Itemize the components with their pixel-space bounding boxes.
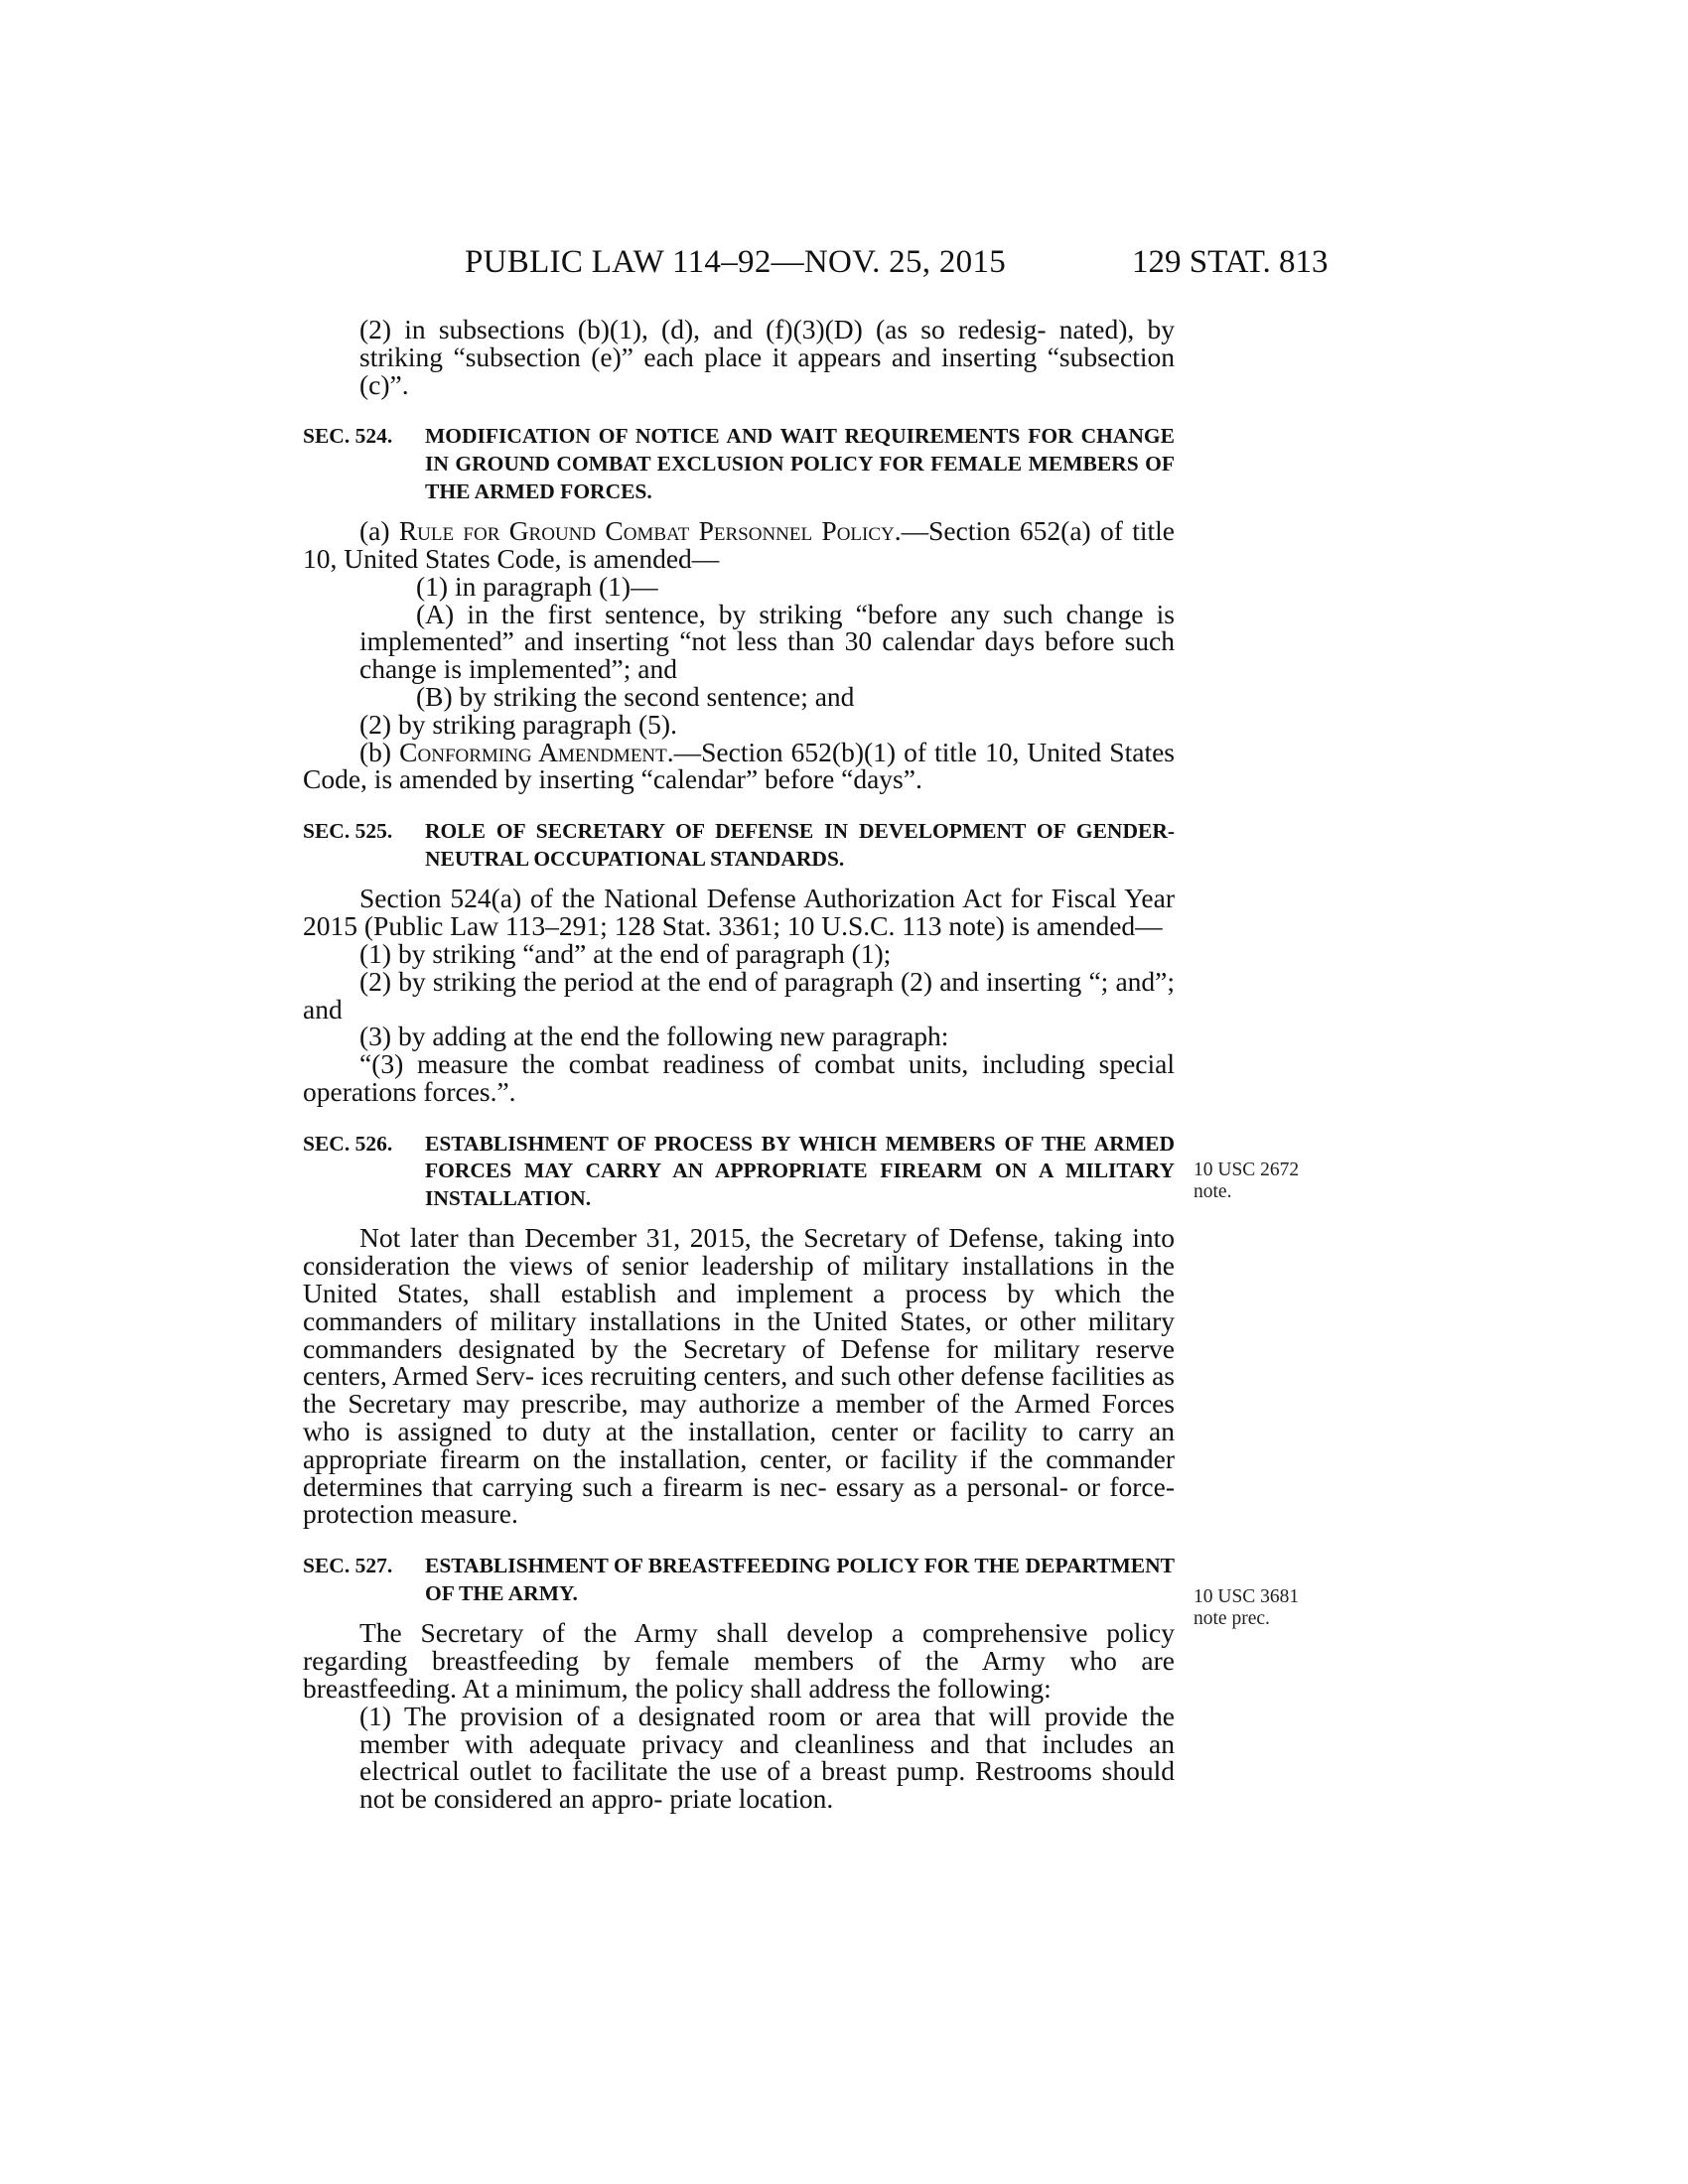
section-526-text — [303, 1224, 1175, 1528]
section-526-heading — [303, 1131, 1175, 1213]
section-525-quoted-para — [303, 1050, 1175, 1106]
subsection-a-text: .—Section 652(a) of title 10, United States Code, is amended— — [303, 515, 1176, 574]
margin-note-526-line-2: note. — [1194, 1181, 1232, 1202]
section-525-para-2-text: (2) by striking the period at the end of paragraph (2) and inserting “; and”; and — [303, 965, 1175, 1024]
section-524-para-B — [303, 680, 1175, 712]
margin-note-section-526 — [1194, 1160, 1352, 1203]
section-525-heading — [303, 818, 1175, 873]
section-524-para-A — [303, 598, 1175, 685]
section-526-title: ESTABLISHMENT OF PROCESS BY WHICH MEMBERS OF THE ARMED FORCES MAY CARRY AN APPROPRIATE FIREARM ON A MILITARY INSTALLATION. — [425, 1131, 1175, 1210]
section-527-intro — [303, 1617, 1175, 1705]
subsection-b-heading: Conforming Amendment — [399, 736, 667, 767]
section-525-para-1-text: (1) by striking “and” at the end of paragraph (1); — [359, 937, 892, 969]
margin-note-section-527 — [1194, 1586, 1352, 1630]
intro-paragraph-text: (2) in subsections (b)(1), (d), and (f)(3)(D) (as so redesig- nated), by striking “subsection (e)” each place it appears and inserting “subsection (c)”. — [359, 314, 1175, 400]
section-527-title: ESTABLISHMENT OF BREASTFEEDING POLICY FOR THE DEPARTMENT OF THE ARMY. — [425, 1554, 1175, 1605]
intro-paragraph — [303, 316, 1175, 398]
section-525-para-3-text: (3) by adding at the end the following new paragraph: — [359, 1021, 949, 1052]
section-525-title: ROLE OF SECRETARY OF DEFENSE IN DEVELOPMENT OF GENDER-NEUTRAL OCCUPATIONAL STANDARDS. — [425, 819, 1175, 871]
margin-note-527-line-1: 10 USC 3681 — [1194, 1586, 1300, 1607]
para-B-text: (B) by striking the second sentence; and — [416, 680, 855, 712]
section-526-number: SEC. 526. — [303, 1131, 393, 1156]
section-525-para-1 — [303, 937, 1175, 969]
page-stat-number: 129 STAT. 813 — [1132, 244, 1329, 280]
section-524-para-1 — [303, 570, 1175, 602]
subsection-b-text: .—Section 652(b)(1) of title 10, United States Code, is amended by inserting “calendar” before “days”. — [303, 736, 1175, 795]
subsection-a-label: (a) — [359, 515, 390, 547]
para-2-text: (2) by striking paragraph (5). — [359, 708, 677, 740]
section-527-para-1 — [303, 1700, 1175, 1815]
page-body — [303, 316, 1175, 1813]
section-524-number: SEC. 524. — [303, 424, 393, 449]
section-527-para-1-text: (1) The provision of a designated room or area that will provide the member with adequate privacy and cleanliness and that includes an electrical outlet to facilitate the use of a breast pump. Restrooms should not be considered an appro- priate location. — [359, 1700, 1175, 1815]
para-A-text: (A) in the first sentence, by striking “before any such change is implemented” and inserting “not less than 30 calendar days before such change is implemented”; and — [359, 598, 1175, 685]
section-524-subsection-a — [303, 517, 1175, 573]
section-524-subsection-b — [303, 736, 1175, 795]
section-525-intro — [303, 885, 1175, 940]
section-525-para-2 — [303, 965, 1175, 1024]
subsection-a-heading: Rule for Ground Combat Personnel Policy — [398, 515, 895, 547]
para-1-text: (1) in paragraph (1)— — [416, 570, 658, 602]
section-524-heading — [303, 423, 1175, 505]
running-head-title: PUBLIC LAW 114–92—NOV. 25, 2015 — [465, 244, 1007, 280]
section-525-para-3 — [303, 1023, 1175, 1050]
section-526-body: Not later than December 31, 2015, the Secretary of Defense, taking into consideration the views of senior leadership of military installations in the United States, shall establish and implement a process by which the commanders of military installations in the United States, or other military commanders designated by the Secretary of Defense for military reserve centers, Armed Serv- ices recruiting centers, and such other defense facilities as the Secretary may prescribe, may authorize a member of the Armed Forces who is assigned to duty at the installation, center or facility to carry an appropriate firearm on the installation, center, or facility if the commander determines that carrying such a firearm is nec- essary as a personal- or force-protection measure. — [303, 1222, 1175, 1530]
subsection-b-label: (b) — [359, 736, 392, 767]
section-525-intro-text: Section 524(a) of the National Defense Authorization Act for Fiscal Year 2015 (Public Law 113–291; 128 Stat. 3361; 10 U.S.C. 113 note) is amended— — [303, 883, 1175, 942]
margin-note-527-line-2: note prec. — [1194, 1608, 1270, 1629]
page-header — [0, 244, 1688, 288]
section-524-title: MODIFICATION OF NOTICE AND WAIT REQUIREMENTS FOR CHANGE IN GROUND COMBAT EXCLUSION POLICY FOR FEMALE MEMBERS OF THE ARMED FORCES. — [425, 424, 1175, 503]
section-525-number: SEC. 525. — [303, 819, 393, 844]
section-527-heading — [303, 1553, 1175, 1607]
section-527-intro-text: The Secretary of the Army shall develop a comprehensive policy regarding breastfeeding by female members of the Army who are breastfeeding. At a minimum, the policy shall address the following: — [303, 1617, 1175, 1705]
section-524-para-2 — [303, 708, 1175, 740]
section-525-quoted-para-text: “(3) measure the combat readiness of combat units, including special operations forces.”. — [303, 1048, 1175, 1107]
margin-note-526-line-1: 10 USC 2672 — [1194, 1160, 1300, 1180]
section-527-number: SEC. 527. — [303, 1554, 393, 1578]
